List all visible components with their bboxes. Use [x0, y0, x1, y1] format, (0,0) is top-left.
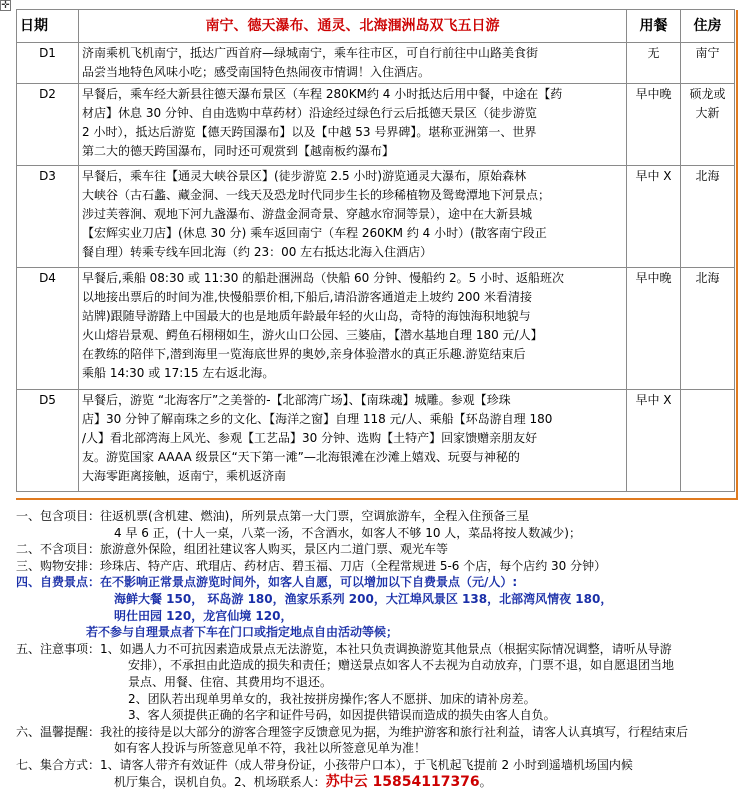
selection-border-right — [736, 10, 738, 499]
stay-cell: 北海 — [681, 268, 735, 390]
note-attention-1b: 安排），不承担由此造成的损失和责任；赠送景点如客人不去视为自动放弃，门票不退，如自愿退团当地 — [128, 658, 675, 673]
note-attention-3: 3、客人须提供正确的名字和证件号码，如因提供错误而造成的损失由客人自负。 — [128, 708, 556, 723]
day-description — [79, 166, 627, 268]
line: 在教练的陪伴下,潜到海里一览海底世界的奥妙,亲身体验潜水的真正乐趣.游览结束后 — [82, 347, 526, 361]
day-label: D1 — [17, 43, 79, 84]
day-label: D2 — [17, 84, 79, 166]
table-row — [17, 268, 735, 390]
stay-cell: 北海 — [681, 166, 735, 268]
note-included-meals: 4 早 6 正，(十人一桌，八菜一汤，不含酒水，如客人不够 10 人，菜品将按人数减少)； — [114, 525, 581, 540]
meal-cell: 早中晚 — [627, 268, 681, 390]
line: 大海零距离接触，返南宁，乘机返济南 — [82, 469, 287, 483]
note-attention-1: 五、注意事项：1、如遇人力不可抗因素造成景点无法游览，本社只负责调换游览其他景点（根据实际情况调整，请听从导游 — [16, 641, 672, 656]
header-date: 日期 — [17, 10, 79, 43]
line: 餐自理）转乘专线车回北海（约 23：00 左右抵达北海入住酒店） — [82, 245, 433, 259]
day-description — [79, 268, 627, 390]
line: 乘船 14:30 或 17:15 左右返北海。 — [82, 366, 275, 380]
note-optional-intro: 四、自费景点：在不影响正常景点游览时间外，如客人自愿，可以增加以下自费景点（元/人）: — [16, 575, 518, 590]
note-meeting: 七、集合方式：1、请客人带齐有效证件（成人带身份证，小孩带户口本），于飞机起飞提前 2 小时到遥墙机场国内候 — [16, 757, 633, 772]
note-reminder: 六、温馨提醒：我社的接待是以大部分的游客合理签字反馈意见为据，为维护游客和旅行社利益，请客人认真填写，行程结束后 — [16, 724, 689, 739]
line: 以地接出票后的时间为准,快慢船票价相,下船后,请沿游客通道走上坡约 200 米看清接 — [82, 290, 532, 304]
line: 【宏辉实业刀店】(休息 30 分) 乘车返回南宁（车程 260KM 约 4 小时）(散客南宁段正 — [82, 226, 547, 240]
note-included: 一、包含项目：往返机票(含机建、燃油)，所列景点第一大门票，空调旅游车，全程入住预备三星 — [16, 509, 530, 523]
line: 店】30 分钟了解南珠之乡的文化、【海洋之窗】自理 118 元/人、乘船【环岛游自理 180 — [82, 412, 553, 426]
note-meeting-2 — [16, 774, 738, 791]
meal-cell: 早中 X — [627, 390, 681, 492]
header-stay: 住房 — [681, 10, 735, 43]
line: 济南乘机飞机南宁，抵达广西首府—绿城南宁，乘车往市区，可自行前往中山路美食街 — [82, 46, 539, 60]
line: 站牌)跟随导游踏上中国最大的也是地质年龄最年轻的火山岛，奇特的海蚀海积地貌与 — [82, 309, 531, 323]
line: 火山熔岩景观、鳄鱼石栩栩如生，游火山口公园、三婆庙，【潜水基地自理 180 元/人】 — [82, 328, 543, 342]
table-row — [17, 166, 735, 268]
meeting-text: 机厅集合，误机自负。2、机场联系人： — [114, 774, 326, 789]
table-row — [17, 390, 735, 492]
meeting-tail: 。 — [479, 774, 492, 789]
line: 早餐后,乘船 08:30 或 11:30 的船赴涠洲岛（快船 60 分钟、慢船约 2。5 小时、返船班次 — [82, 271, 565, 285]
line: 2 小时），抵达后游览【德天跨国瀑布】以及【中越 53 号界碑】。堪称亚洲第一、世界 — [82, 125, 537, 139]
day-description — [79, 43, 627, 84]
day-label: D5 — [17, 390, 79, 492]
day-description — [79, 84, 627, 166]
stay-cell: 硕龙或大新 — [681, 84, 735, 166]
selection-border-bottom — [16, 498, 738, 500]
table-row — [17, 84, 735, 166]
day-label: D3 — [17, 166, 79, 268]
header-meal: 用餐 — [627, 10, 681, 43]
note-optional-wait: 若不参与自理景点者下车在门口或指定地点自由活动等候； — [86, 625, 399, 640]
line: 友。游览国家 AAAA 级景区“天下第一滩”—北海银滩在沙滩上嬉戏、玩耍与神秘的 — [82, 450, 520, 464]
meal-cell: 无 — [627, 43, 681, 84]
note-shopping: 三、购物安排：珍珠店、特产店、玳瑁店、药材店、碧玉福、刀店（全程常规进 5-6 个店，每个店约 30 分钟） — [16, 558, 607, 573]
meal-cell: 早中晚 — [627, 84, 681, 166]
table-row — [17, 43, 735, 84]
notes-section — [16, 508, 738, 790]
line: /人】看北部湾海上风光、参观【工艺品】30 分钟、选购【土特产】回家馈赠亲朋友好 — [82, 431, 538, 445]
line: 早餐后，游览 “北海客厅”之美誉的-【北部湾广场】、【南珠魂】城雕。参观【珍珠 — [82, 393, 511, 407]
line: 早餐后，乘车往【通灵大峡谷景区】(徒步游览 2.5 小时)游览通灵大瀑布，原始森林 — [82, 169, 527, 183]
line: 早餐后，乘车经大新县往德天瀑布景区（车程 280KM约 4 小时抵达后用中餐，中途在【药 — [82, 87, 563, 101]
note-excluded: 二、不含项目：旅游意外保险，组团社建议客人购买，景区内二道门票、观光车等 — [16, 542, 449, 557]
note-attention-1c: 景点、用餐、住宿、其费用均不退还。 — [128, 674, 333, 689]
stay-cell — [681, 390, 735, 492]
page-title: 南宁、德天瀑布、通灵、北海涠洲岛双飞五日游 — [79, 10, 627, 43]
table-move-handle[interactable]: ✛ — [1, 0, 10, 11]
note-optional-list: 海鲜大餐 150， 环岛游 180，渔家乐系列 200，大江埠风景区 138，北部湾风情夜 180， — [114, 591, 613, 606]
stay-cell: 南宁 — [681, 43, 735, 84]
day-label: D4 — [17, 268, 79, 390]
note-attention-2: 2、团队若出现单男单女的，我社按拼房操作;客人不愿拼、加床的请补房差。 — [128, 691, 536, 706]
line: 品尝当地特色风味小吃；感受南国特色热闹夜市情调！入住酒店。 — [82, 65, 431, 79]
line: 涉过芙蓉涧、观地下河九盏瀑布、游盘金洞奇景、穿越水帘洞等景），途中在大新县城 — [82, 207, 533, 221]
note-optional-list-2: 明仕田园 120，龙宫仙境 120， — [114, 608, 293, 623]
note-reminder-2: 如有客人投诉与所签意见单不符，我社以所签意见单为准！ — [114, 741, 427, 756]
meal-cell: 早中 X — [627, 166, 681, 268]
day-description — [79, 390, 627, 492]
line: 材店】休息 30 分钟、自由选购中草药材）沿途经过绿色行云后抵德天景区（徒步游览 — [82, 106, 537, 120]
table-header-row — [17, 10, 735, 43]
line: 大峡谷（古石蠡、藏金洞、一线天及恐龙时代同步生长的珍稀植物及鸳鸯潭地下河景点； — [82, 188, 551, 202]
contact-person: 苏中云 15854117376 — [325, 773, 480, 790]
itinerary-table — [16, 9, 735, 492]
line: 第二大的德天跨国瀑布，同时还可观赏到【越南板约瀑布】 — [82, 144, 395, 158]
